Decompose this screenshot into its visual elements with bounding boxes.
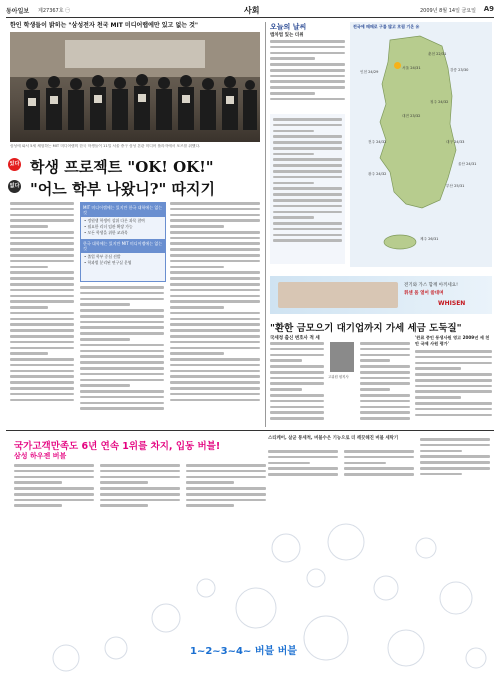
ad-line1: 전기와 가스 함께 아끼세요!	[404, 283, 458, 288]
sidebar-item: • 학과별 분리된 연구실 운영	[84, 260, 132, 265]
ad-right-headline: 스티케어, 살균 통세척, 버블수은 기능으로 더 깨끗해진 버블 세탁기	[268, 436, 399, 441]
paper-name: 동아일보	[6, 8, 30, 15]
mid-body-col2	[360, 342, 410, 426]
ad-copy-col3	[186, 464, 266, 524]
ad-subhead: 삼성 하우젠 버블	[14, 452, 67, 460]
city-jeju: 제주 26/31	[420, 237, 439, 241]
sidebar-title-yes: MIT 미디어랩에는 있지만 한국 대학에는 없는 것	[81, 203, 165, 217]
ad-copy-col1	[14, 464, 94, 524]
mid-subhead: 국세청 출신 변호사 적 세	[270, 336, 320, 341]
group-photo	[10, 32, 260, 142]
city-incheon: 인천 24/29	[360, 70, 379, 74]
side-body	[415, 350, 492, 426]
city-ulsan: 울산 24/31	[458, 162, 477, 166]
ad-right-copy2	[344, 450, 414, 490]
lead-body-col1	[10, 202, 74, 424]
headline-row-2	[8, 178, 263, 196]
photo-caption: 삼성에 와서 5세 체험하는 MIT 미디어랩의 한국 학생들이 11일 서울 중구 삼성 본관 미디어 플라자에서 포즈를 취했다.	[10, 144, 201, 148]
sidebar-list-no	[81, 253, 165, 267]
city-daegu: 대구 24/33	[446, 140, 465, 144]
whisen-ad-top	[270, 276, 492, 314]
lead-body-col3	[170, 202, 260, 424]
group-photo-illustration	[10, 32, 260, 142]
korea-map	[350, 32, 492, 264]
sidebar-title-no: 한국 대학에는 있지만 MIT 미디어랩에는 없는 것	[81, 239, 165, 253]
city-seoul: 서울 24/31	[394, 62, 421, 71]
issue-date: 2009년 8월 14일 금요일	[419, 8, 476, 14]
ad-divider	[6, 430, 494, 431]
ad-tagline: 1~2~3~4~ 버블 버블	[190, 646, 297, 657]
badge-no: 없다	[8, 180, 21, 193]
ad-line2: 휘센 몸 열어 쓸대며	[404, 291, 444, 296]
weather-map-panel	[350, 22, 492, 267]
weather-title: 오늘의 날씨	[270, 23, 307, 31]
city-gangneung: 강릉 23/30	[450, 68, 469, 72]
sidebar-item: • 졸업 학부 중심 선발	[84, 254, 121, 259]
ad-right-copy1	[268, 450, 338, 490]
ad-right-copy3	[420, 438, 490, 490]
mid-headline-row	[270, 318, 492, 334]
bubble-washer-ad	[6, 434, 494, 686]
column-divider	[265, 22, 266, 427]
ad-brand: WHISEN	[438, 300, 466, 307]
weather-column-text	[270, 40, 345, 110]
page-header	[6, 5, 494, 18]
page-number: A9	[483, 5, 494, 13]
issue-number: 제27367호 ㊀	[38, 8, 71, 14]
comparison-sidebar	[80, 202, 166, 282]
sidebar-item: • 필요한 리더 임관 확장 가능	[84, 224, 133, 229]
lead-body-col2	[80, 286, 164, 424]
forecast-tables	[270, 114, 345, 264]
side-headline: '완료 중인 동생사원 영고 2009년 세 천안 국제 사원 평가'	[415, 335, 490, 346]
weather-section	[270, 22, 492, 270]
weather-subtitle: 맵차법 있는 더위	[270, 33, 304, 38]
city-daejeon: 대전 23/32	[402, 114, 421, 118]
reporter-photo	[330, 342, 354, 372]
city-cheongju: 청주 24/32	[430, 100, 449, 104]
city-busan: 부산 25/31	[446, 184, 465, 188]
sidebar-item: • 모든 학생을 위한 교과목	[84, 230, 128, 235]
bubble-art	[6, 518, 494, 684]
forecast-rows	[273, 118, 342, 258]
ad-copy-col2	[100, 464, 180, 524]
city-gwangju: 광주 24/32	[368, 172, 387, 176]
lead-kicker: 한인 학생들이 밝히는 "삼성전자 천국 MIT 미디어랩에만 있고 없는 것"	[10, 22, 199, 29]
sidebar-list-yes	[81, 217, 165, 237]
badge-yes: 있다	[8, 158, 21, 171]
section-title: 사회	[244, 6, 260, 15]
headline-row-1	[8, 156, 263, 174]
mid-body-col1	[270, 342, 324, 426]
ad-headline: 국가고객만족도 6년 연속 1위를 차지, 입동 버블!	[14, 441, 221, 452]
headline-2: "어느 학부 나왔니?" 따지기	[30, 180, 215, 198]
city-chuncheon: 춘천 22/31	[428, 52, 447, 56]
mid-headline: "환한 금모으기 대기업까지 가세 세금 도둑질"	[270, 323, 462, 334]
map-title: 전국에 때때로 구름 많고 흐림 기온 유	[353, 24, 420, 29]
sun-icon	[394, 62, 401, 69]
reporter-byline: 고위원 원칙사	[328, 375, 349, 379]
headline-1: 학생 프로젝트 "OK! OK!"	[30, 158, 214, 176]
sidebar-item: • 정원생 학생이 상위 다른 과목 참여	[84, 218, 145, 223]
ad-photo	[278, 282, 398, 308]
city-jeonju: 전주 24/32	[368, 140, 387, 144]
